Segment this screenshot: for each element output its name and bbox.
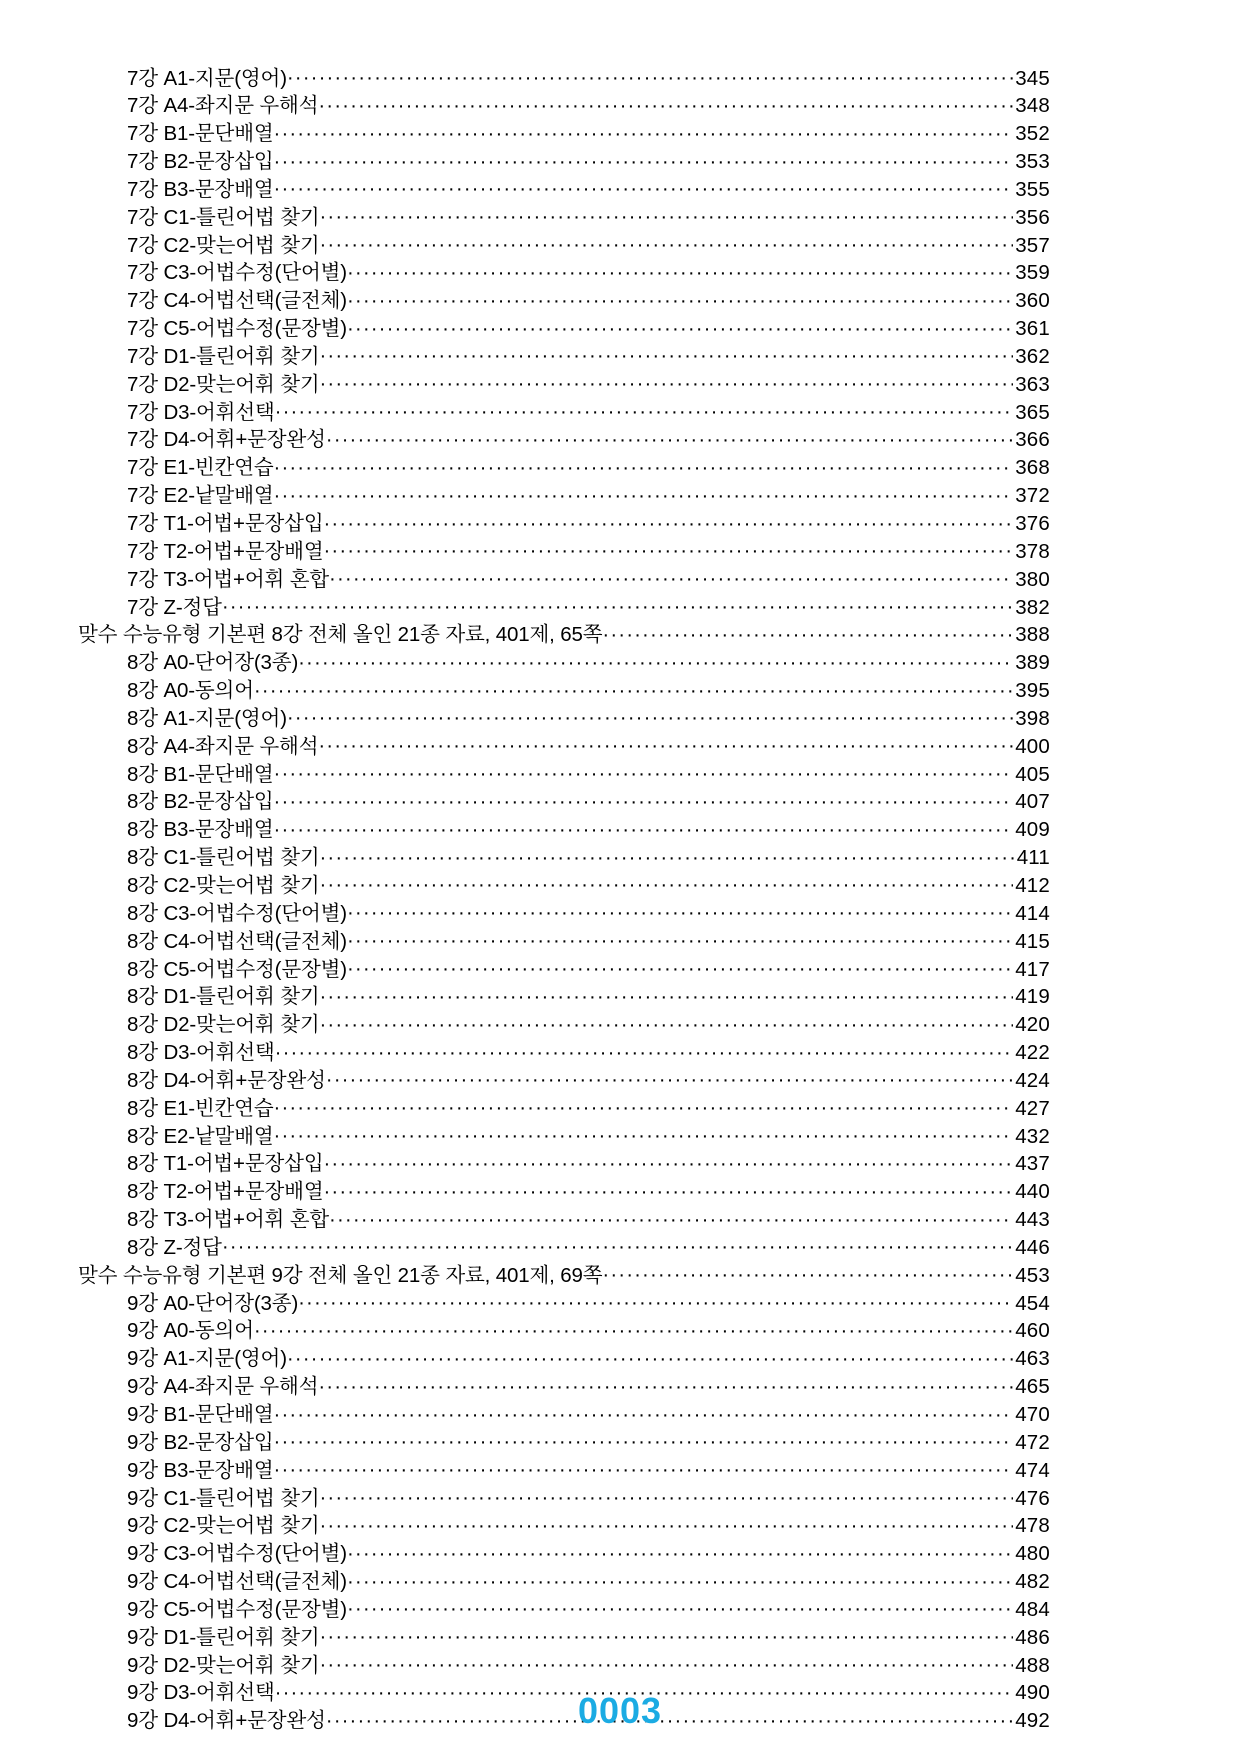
- toc-dot-leader: [324, 510, 1014, 531]
- toc-dot-leader: [275, 1039, 1014, 1060]
- toc-entry-row[interactable]: [78, 649, 1050, 677]
- toc-entry-row[interactable]: [78, 454, 1050, 482]
- toc-entry-label: 9강 A0-단어장(3종): [127, 1291, 299, 1315]
- toc-entry-row[interactable]: [78, 370, 1050, 398]
- toc-entry-label: 9강 B1-문단배열: [127, 1403, 274, 1426]
- toc-entry-label: 8강 B3-문장배열: [127, 818, 274, 842]
- toc-entry-label: 7강 C1-틀린어법 찾기: [127, 205, 320, 229]
- toc-dot-leader: [287, 1345, 1013, 1366]
- toc-entry-page-number: 378: [1015, 539, 1050, 563]
- toc-entry-label: 7강 T1-어법+문장삽입: [127, 512, 324, 535]
- toc-dot-leader: [347, 927, 1013, 948]
- toc-entry-page-number: 488: [1015, 1653, 1050, 1677]
- toc-entry-page-number: 398: [1015, 706, 1050, 730]
- toc-entry-label: 7강 D2-맞는어휘 찾기: [127, 372, 320, 396]
- toc-dot-leader: [274, 1094, 1014, 1115]
- toc-entry-label: 9강 B3-문장배열: [127, 1458, 274, 1482]
- toc-entry-page-number: 407: [1015, 790, 1050, 814]
- toc-entry-row[interactable]: [78, 1484, 1050, 1512]
- toc-entry-page-number: 388: [1015, 623, 1050, 647]
- toc-entry-row[interactable]: [78, 175, 1050, 203]
- toc-dot-leader: [324, 1150, 1014, 1171]
- toc-entry-row[interactable]: [78, 565, 1050, 593]
- toc-entry-row[interactable]: [78, 1345, 1050, 1373]
- toc-entry-row[interactable]: [78, 1206, 1050, 1234]
- toc-dot-leader: [320, 1512, 1014, 1533]
- toc-entry-label: 7강 B1-문단배열: [127, 122, 274, 146]
- toc-dot-leader: [602, 621, 1013, 642]
- toc-entry-row[interactable]: [78, 732, 1050, 760]
- toc-entry-row[interactable]: [78, 1568, 1050, 1596]
- toc-entry-page-number: 460: [1015, 1319, 1050, 1343]
- toc-entry-label: 7강 D4-어휘+문장완성: [127, 428, 326, 452]
- toc-dot-leader: [318, 1373, 1013, 1394]
- toc-dot-leader: [274, 788, 1014, 809]
- toc-entry-row[interactable]: [78, 92, 1050, 120]
- toc-entry-page-number: 427: [1015, 1096, 1050, 1120]
- toc-entry-row[interactable]: [78, 426, 1050, 454]
- toc-entry-label: 8강 B2-문장삽입: [127, 790, 274, 814]
- toc-entry-page-number: 472: [1015, 1430, 1050, 1454]
- toc-entry-page-number: 419: [1015, 985, 1050, 1009]
- toc-dot-leader: [320, 983, 1014, 1004]
- toc-entry-label: 9강 A4-좌지문 우해석: [127, 1375, 319, 1399]
- toc-entry-row[interactable]: [78, 1094, 1050, 1122]
- toc-entry-page-number: 432: [1015, 1124, 1050, 1148]
- toc-entry-row[interactable]: [78, 1122, 1050, 1150]
- toc-entry-row[interactable]: [78, 1066, 1050, 1094]
- toc-dot-leader: [254, 677, 1013, 698]
- toc-entry-page-number: 486: [1015, 1625, 1050, 1649]
- toc-dot-leader: [275, 398, 1014, 419]
- toc-dot-leader: [274, 175, 1014, 196]
- toc-entry-row[interactable]: [78, 203, 1050, 231]
- toc-entry-label: 8강 A4-좌지문 우해석: [127, 734, 319, 758]
- toc-entry-page-number: 454: [1015, 1291, 1050, 1315]
- toc-entry-page-number: 345: [1015, 66, 1050, 90]
- toc-dot-leader: [326, 426, 1013, 447]
- toc-entry-page-number: 443: [1015, 1208, 1050, 1232]
- toc-entry-row[interactable]: [78, 1373, 1050, 1401]
- toc-entry-page-number: 389: [1015, 651, 1050, 675]
- toc-dot-leader: [274, 120, 1014, 141]
- toc-section-heading-row[interactable]: [78, 621, 1050, 649]
- toc-entry-label: 9강 D2-맞는어휘 찾기: [127, 1653, 320, 1677]
- toc-entry-page-number: 437: [1015, 1152, 1050, 1176]
- toc-entry-label: 8강 A1-지문(영어): [127, 706, 287, 730]
- toc-entry-page-number: 474: [1015, 1458, 1050, 1482]
- toc-entry-page-number: 372: [1015, 484, 1050, 508]
- toc-dot-leader: [320, 370, 1014, 391]
- toc-entry-row[interactable]: [78, 231, 1050, 259]
- toc-entry-row[interactable]: [78, 1540, 1050, 1568]
- toc-entry-page-number: 361: [1015, 317, 1050, 341]
- toc-entry-label: 7강 T2-어법+문장배열: [127, 539, 324, 563]
- toc-entry-row[interactable]: [78, 1456, 1050, 1484]
- toc-entry-page-number: 405: [1015, 762, 1050, 786]
- toc-entry-page-number: 382: [1015, 595, 1050, 619]
- toc-entry-row[interactable]: [78, 593, 1050, 621]
- toc-dot-leader: [602, 1261, 1013, 1282]
- toc-dot-leader: [320, 871, 1014, 892]
- toc-entry-row[interactable]: [78, 537, 1050, 565]
- toc-entry-label: 8강 A0-동의어: [127, 679, 254, 703]
- toc-entry-page-number: 363: [1015, 372, 1050, 396]
- toc-entry-page-number: 422: [1015, 1041, 1050, 1065]
- toc-entry-page-number: 360: [1015, 289, 1050, 313]
- toc-entry-label: 7강 B3-문장배열: [127, 177, 274, 201]
- toc-entry-label: 7강 A1-지문(영어): [127, 66, 287, 90]
- toc-entry-label: 9강 B2-문장삽입: [127, 1430, 274, 1454]
- toc-entry-page-number: 470: [1015, 1403, 1050, 1426]
- toc-dot-leader: [347, 259, 1013, 280]
- toc-dot-leader: [254, 1317, 1013, 1338]
- toc-entry-row[interactable]: [78, 1150, 1050, 1178]
- toc-entry-label: 8강 C2-맞는어법 찾기: [127, 873, 320, 897]
- toc-dot-leader: [320, 203, 1014, 224]
- toc-entry-label: 8강 Z-정답: [127, 1235, 222, 1259]
- toc-entry-page-number: 453: [1015, 1263, 1050, 1287]
- toc-entry-label: 7강 T3-어법+어휘 혼합: [127, 567, 330, 591]
- toc-entry-row[interactable]: [78, 788, 1050, 816]
- toc-entry-page-number: 484: [1015, 1597, 1050, 1621]
- toc-entry-label: 9강 C2-맞는어법 찾기: [127, 1514, 320, 1538]
- toc-dot-leader: [320, 231, 1014, 252]
- toc-entry-row[interactable]: [78, 816, 1050, 844]
- toc-entry-row[interactable]: [78, 760, 1050, 788]
- toc-entry-page-number: 356: [1015, 205, 1050, 229]
- toc-entry-page-number: 357: [1015, 233, 1050, 257]
- toc-dot-leader: [222, 593, 1013, 614]
- toc-entry-label: 7강 D3-어휘선택: [127, 400, 275, 424]
- toc-entry-row[interactable]: [78, 871, 1050, 899]
- toc-dot-leader: [320, 844, 1015, 865]
- toc-entry-label: 7강 Z-정답: [127, 595, 222, 619]
- toc-dot-leader: [326, 1066, 1013, 1087]
- toc-entry-label: 7강 C3-어법수정(단어별): [127, 261, 347, 285]
- toc-dot-leader: [324, 1178, 1014, 1199]
- toc-entry-label: 9강 C4-어법선택(글전체): [127, 1570, 347, 1594]
- toc-entry-page-number: 420: [1015, 1013, 1050, 1037]
- toc-entry-label: 7강 C5-어법수정(문장별): [127, 317, 347, 341]
- toc-dot-leader: [274, 816, 1014, 837]
- toc-entry-row[interactable]: [78, 677, 1050, 705]
- toc-entry-label: 8강 C4-어법선택(글전체): [127, 929, 347, 953]
- toc-dot-leader: [274, 1122, 1014, 1143]
- toc-entry-label: 7강 A4-좌지문 우해석: [127, 94, 319, 118]
- toc-entry-row[interactable]: [78, 1512, 1050, 1540]
- toc-entry-row[interactable]: [78, 1317, 1050, 1345]
- toc-entry-page-number: 400: [1015, 734, 1050, 758]
- toc-entry-row[interactable]: [78, 120, 1050, 148]
- toc-entry-label: 9강 A1-지문(영어): [127, 1347, 287, 1371]
- toc-entry-label: 8강 A0-단어장(3종): [127, 651, 299, 675]
- toc-dot-leader: [324, 537, 1014, 558]
- toc-dot-leader: [274, 1456, 1014, 1477]
- toc-entry-row[interactable]: [78, 1623, 1050, 1651]
- toc-entry-page-number: 412: [1015, 873, 1050, 897]
- toc-dot-leader: [298, 1289, 1013, 1310]
- toc-entry-label: 8강 D1-틀린어휘 찾기: [127, 985, 320, 1009]
- toc-entry-page-number: 478: [1015, 1514, 1050, 1538]
- toc-dot-leader: [347, 315, 1013, 336]
- toc-entry-page-number: 476: [1015, 1486, 1050, 1510]
- toc-dot-leader: [347, 899, 1013, 920]
- toc-entry-label: 9강 C3-어법수정(단어별): [127, 1542, 347, 1566]
- toc-entry-page-number: 440: [1015, 1180, 1050, 1204]
- toc-entry-row[interactable]: [78, 1289, 1050, 1317]
- toc-entry-page-number: 366: [1015, 428, 1050, 452]
- toc-entry-label: 8강 T2-어법+문장배열: [127, 1180, 324, 1204]
- toc-dot-leader: [320, 1484, 1014, 1505]
- toc-entry-row[interactable]: [78, 482, 1050, 510]
- toc-dot-leader: [274, 1401, 1014, 1422]
- toc-entry-label: 8강 E1-빈칸연습: [127, 1096, 274, 1120]
- toc-dot-leader: [274, 148, 1014, 169]
- toc-dot-leader: [347, 955, 1013, 976]
- toc-entry-row[interactable]: [78, 315, 1050, 343]
- toc-dot-leader: [287, 64, 1013, 85]
- toc-entry-page-number: 365: [1015, 400, 1050, 424]
- toc-entry-row[interactable]: [78, 64, 1050, 92]
- toc-entry-page-number: 415: [1015, 929, 1050, 953]
- toc-entry-label: 맞수 수능유형 기본편 8강 전체 올인 21종 자료, 401제, 65쪽: [78, 623, 603, 647]
- toc-dot-leader: [320, 1011, 1014, 1032]
- toc-dot-leader: [320, 1623, 1014, 1644]
- toc-dot-leader: [329, 1206, 1013, 1227]
- toc-entry-page-number: 463: [1015, 1347, 1050, 1371]
- toc-entry-row[interactable]: [78, 1428, 1050, 1456]
- toc-entry-row[interactable]: [78, 287, 1050, 315]
- toc-dot-leader: [347, 1595, 1013, 1616]
- toc-dot-leader: [318, 92, 1013, 113]
- toc-entry-row[interactable]: [78, 1178, 1050, 1206]
- toc-entry-label: 9강 D3-어휘선택: [127, 1681, 275, 1705]
- toc-entry-label: 8강 D4-어휘+문장완성: [127, 1068, 326, 1092]
- toc-entry-label: 8강 T1-어법+문장삽입: [127, 1152, 324, 1176]
- toc-entry-row[interactable]: [78, 1039, 1050, 1067]
- toc-entry-row[interactable]: [78, 1401, 1050, 1429]
- toc-dot-leader: [347, 1568, 1013, 1589]
- toc-entry-page-number: 424: [1015, 1068, 1050, 1092]
- toc-entry-row[interactable]: [78, 398, 1050, 426]
- toc-entry-page-number: 355: [1015, 177, 1050, 201]
- toc-entry-page-number: 492: [1015, 1709, 1050, 1733]
- toc-entry-page-number: 362: [1015, 344, 1050, 368]
- toc-entry-label: 8강 D2-맞는어휘 찾기: [127, 1013, 320, 1037]
- toc-entry-label: 7강 E1-빈칸연습: [127, 456, 274, 480]
- page-number-footer: 0003: [577, 1690, 663, 1731]
- toc-entry-label: 7강 E2-낱말배열: [127, 484, 274, 508]
- toc-entry-row[interactable]: [78, 899, 1050, 927]
- toc-entry-page-number: 368: [1015, 456, 1050, 480]
- toc-entry-row[interactable]: [78, 259, 1050, 287]
- toc-entry-page-number: 411: [1016, 846, 1050, 870]
- toc-entry-row[interactable]: [78, 927, 1050, 955]
- toc-entry-label: 9강 A0-동의어: [127, 1319, 254, 1343]
- toc-entry-row[interactable]: [78, 844, 1050, 872]
- toc-entry-label: 8강 B1-문단배열: [127, 762, 274, 786]
- toc-dot-leader: [287, 704, 1013, 725]
- toc-dot-leader: [222, 1233, 1013, 1254]
- toc-entry-row[interactable]: [78, 704, 1050, 732]
- toc-entry-list: [78, 64, 1050, 1735]
- toc-entry-row[interactable]: [78, 1233, 1050, 1261]
- toc-dot-leader: [347, 1540, 1013, 1561]
- toc-entry-row[interactable]: [78, 510, 1050, 538]
- toc-entry-page-number: 417: [1015, 957, 1050, 981]
- toc-entry-label: 7강 B2-문장삽입: [127, 150, 274, 174]
- toc-entry-label: 7강 C2-맞는어법 찾기: [127, 233, 320, 257]
- toc-dot-leader: [274, 760, 1014, 781]
- toc-entry-row[interactable]: [78, 1651, 1050, 1679]
- toc-entry-label: 9강 C1-틀린어법 찾기: [127, 1486, 320, 1510]
- toc-entry-label: 8강 C1-틀린어법 찾기: [127, 846, 320, 870]
- toc-entry-page-number: 482: [1015, 1570, 1050, 1594]
- toc-entry-label: 8강 T3-어법+어휘 혼합: [127, 1208, 330, 1232]
- toc-entry-page-number: 465: [1015, 1375, 1050, 1399]
- toc-dot-leader: [298, 649, 1013, 670]
- toc-entry-label: 8강 C3-어법수정(단어별): [127, 901, 347, 925]
- toc-entry-row[interactable]: [78, 1595, 1050, 1623]
- toc-entry-page-number: 348: [1015, 94, 1050, 118]
- toc-entry-page-number: 359: [1015, 261, 1050, 285]
- toc-entry-label: 8강 D3-어휘선택: [127, 1041, 275, 1065]
- toc-entry-row[interactable]: [78, 955, 1050, 983]
- toc-entry-label: 맞수 수능유형 기본편 9강 전체 올인 21종 자료, 401제, 69쪽: [78, 1263, 603, 1287]
- toc-entry-page-number: 446: [1015, 1235, 1050, 1259]
- toc-dot-leader: [274, 454, 1014, 475]
- toc-dot-leader: [329, 565, 1013, 586]
- toc-entry-label: 7강 C4-어법선택(글전체): [127, 289, 347, 313]
- toc-entry-page-number: 376: [1015, 512, 1050, 535]
- toc-entry-label: 8강 C5-어법수정(문장별): [127, 957, 347, 981]
- toc-entry-label: 7강 D1-틀린어휘 찾기: [127, 344, 320, 368]
- toc-entry-page-number: 409: [1015, 818, 1050, 842]
- toc-dot-leader: [318, 732, 1013, 753]
- toc-section-heading-row[interactable]: [78, 1261, 1050, 1289]
- toc-entry-label: 9강 C5-어법수정(문장별): [127, 1597, 347, 1621]
- toc-entry-page-number: 380: [1015, 567, 1050, 591]
- toc-entry-page-number: 395: [1015, 679, 1050, 703]
- toc-dot-leader: [320, 1651, 1014, 1672]
- toc-dot-leader: [347, 287, 1013, 308]
- toc-entry-row[interactable]: [78, 342, 1050, 370]
- toc-dot-leader: [274, 482, 1014, 503]
- toc-entry-row[interactable]: [78, 148, 1050, 176]
- toc-entry-page-number: 480: [1015, 1542, 1050, 1566]
- toc-entry-row[interactable]: [78, 983, 1050, 1011]
- toc-entry-row[interactable]: [78, 1011, 1050, 1039]
- toc-entry-label: 8강 E2-낱말배열: [127, 1124, 274, 1148]
- toc-dot-leader: [320, 342, 1014, 363]
- toc-entry-page-number: 414: [1015, 901, 1050, 925]
- toc-dot-leader: [274, 1428, 1014, 1449]
- toc-entry-page-number: 490: [1015, 1681, 1050, 1705]
- toc-entry-label: 9강 D4-어휘+문장완성: [127, 1709, 326, 1733]
- toc-entry-page-number: 352: [1015, 122, 1050, 146]
- toc-entry-page-number: 353: [1015, 150, 1050, 174]
- toc-entry-label: 9강 D1-틀린어휘 찾기: [127, 1625, 320, 1649]
